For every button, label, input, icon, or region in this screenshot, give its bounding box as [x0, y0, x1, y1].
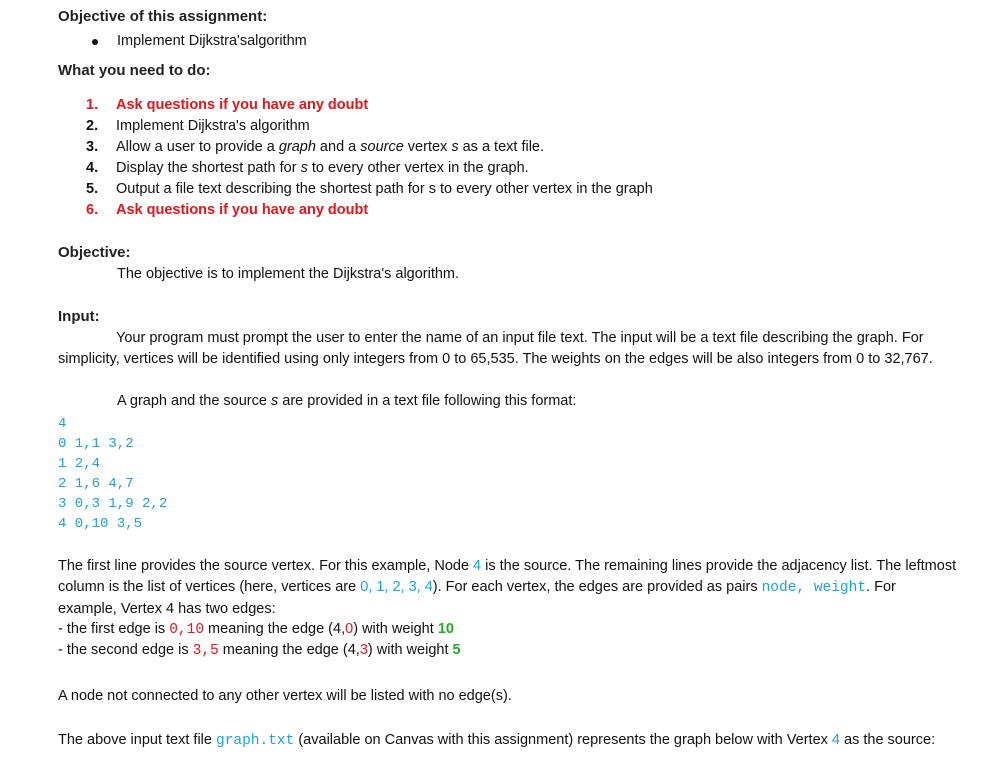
objective-heading: Objective: [58, 244, 131, 261]
input-paragraph-1: Your program must prompt the user to enter the name of an input file text. The input will be a text file describing the graph. For simplicity, vertices will be identified using only integers from 0 to 65,535. The weights on the edges will be also integers from 0 to 32,767. [58, 330, 933, 367]
step-6: 6. Ask questions if you have any doubt [86, 202, 369, 218]
code-line: 0 1,1 3,2 [58, 436, 134, 452]
step-2: 2. Implement Dijkstra's algorithm [86, 118, 310, 134]
objective-assignment-heading: Objective of this assignment: [58, 8, 268, 25]
objective-body: The objective is to implement the Dijkstra's algorithm. [117, 266, 460, 282]
input-heading: Input: [58, 308, 100, 325]
step-5: 5. Output a file text describing the shortest path for s to every other vertex in the graph [86, 181, 653, 197]
graph-file-paragraph: The above input text file graph.txt (available on Canvas with this assignment) represents the graph below with Vertex 4 as the source: [58, 732, 936, 749]
code-line: 1 2,4 [58, 456, 101, 472]
todo-heading: What you need to do: [58, 62, 211, 79]
code-line: 4 0,10 3,5 [58, 516, 143, 532]
step-1: 1. Ask questions if you have any doubt [86, 97, 369, 113]
code-line: 2 1,6 4,7 [58, 476, 134, 492]
unconnected-node-note: A node not connected to any other vertex will be listed with no edge(s). [58, 688, 512, 704]
code-line: 3 0,3 1,9 2,2 [58, 496, 168, 512]
graph-file-name: graph.txt [216, 733, 295, 749]
step-4: 4. Display the shortest path for s to every other vertex in the graph. [86, 160, 529, 176]
edge-1-line: - the first edge is 0,10 meaning the edge (4,0) with weight 10 [58, 621, 454, 638]
steps-list [86, 95, 653, 221]
input-paragraph-2: A graph and the source s are provided in a text file following this format: [117, 393, 577, 409]
objective-bullet-text: Implement Dijkstra'salgorithm [117, 33, 307, 49]
step-3: 3. Allow a user to provide a graph and a source vertex s as a text file. [86, 139, 545, 155]
code-line: 4 [58, 416, 67, 432]
bullet-dot-icon [92, 39, 98, 45]
edge-2-line: - the second edge is 3,5 meaning the edge (4,3) with weight 5 [58, 642, 461, 659]
graph-input-code-block [58, 414, 167, 534]
explanation-paragraph: The first line provides the source vertex. For this example, Node 4 is the source. The remaining lines provide the adjacency list. The leftmost column is the list of vertices (here, vertices are 0, 1, 2, 3, 4). For each vertex, the edges are provided as pairs node, weight. For example, Vertex 4 has two edges: [58, 558, 957, 617]
